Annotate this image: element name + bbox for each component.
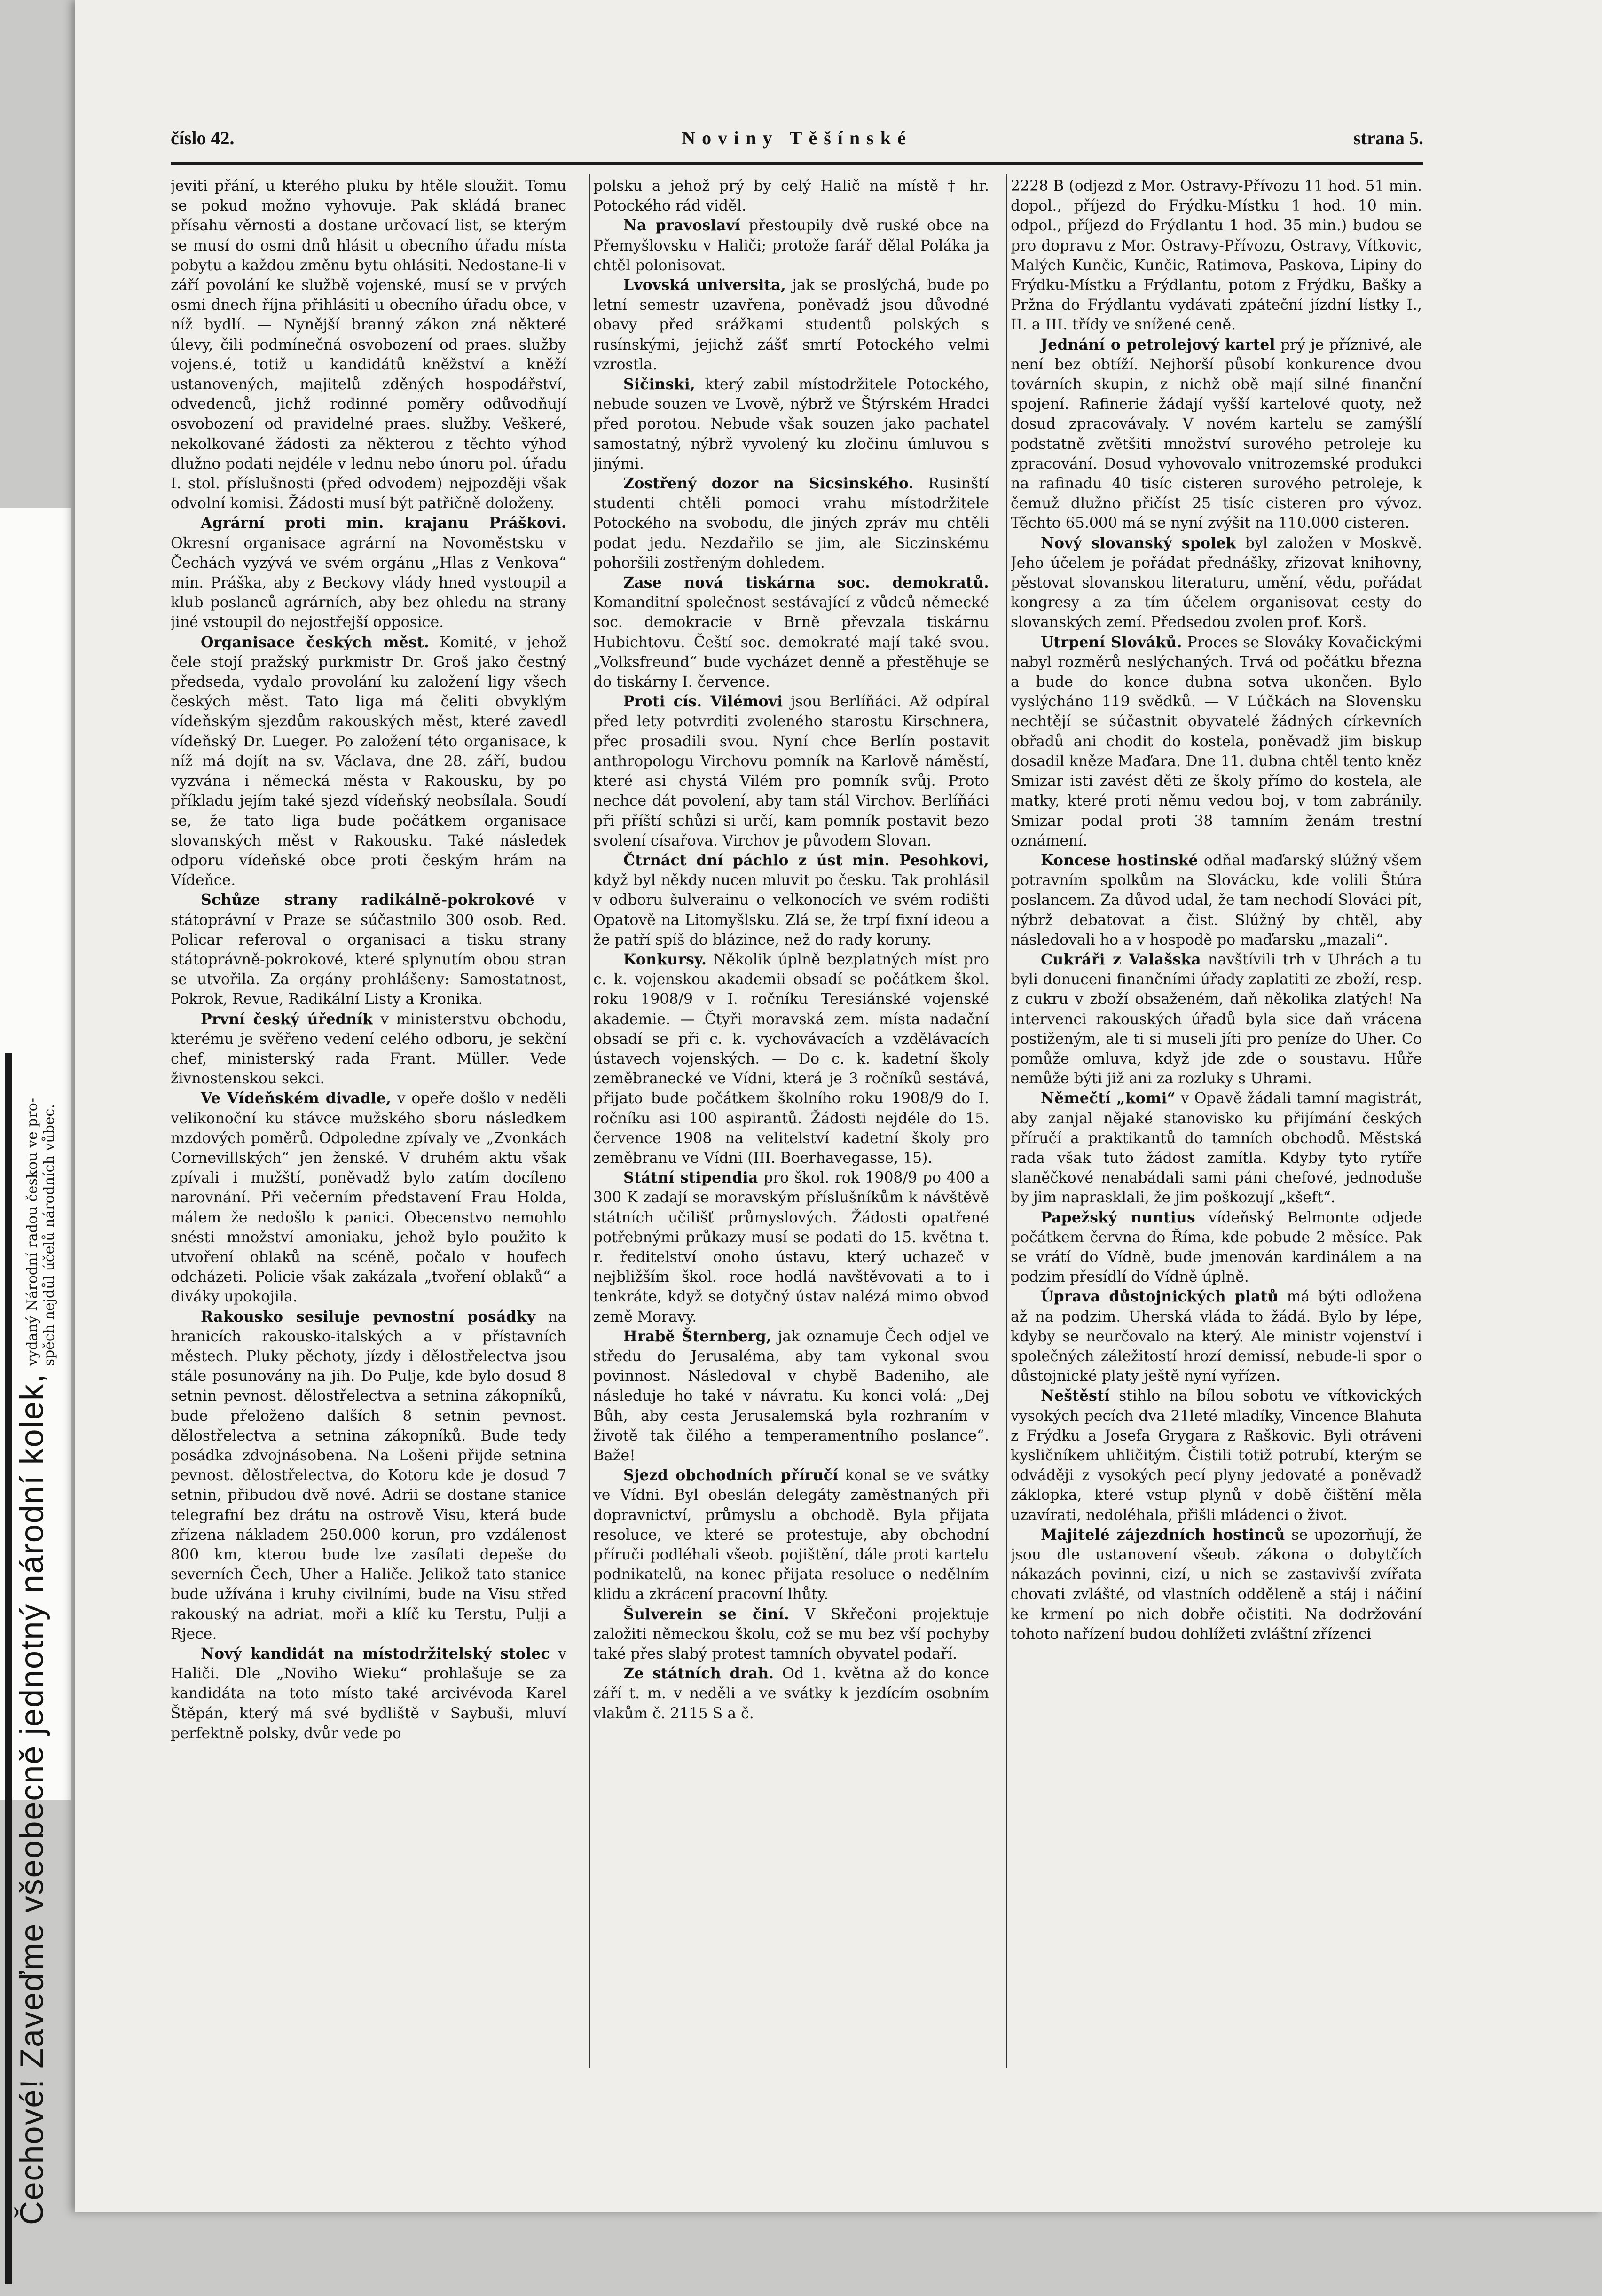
- article-text: Rusinští studenti chtěli pomoci vrahu místodržitele Potockého na svobodu, dle jiných zpráv mu chtěli podat jedu. Nezdařilo se jim, ale Siczinskému pohoršili zostřeným dohledem.: [593, 475, 989, 572]
- article-headline: Agrární proti min. krajanu Práškovi.: [201, 514, 566, 532]
- article-paragraph: [593, 851, 989, 950]
- article-headline: Neštěstí: [1041, 1387, 1110, 1405]
- article-paragraph: [593, 1327, 989, 1465]
- article-text: pro škol. rok 1908/9 po 400 a 300 K zadají se moravským příslušníkům k návštěvě státních učilišť průmyslových. Žádosti opatřené potřebnými průkazy musí se podati do 15. května t. r. ředitelství onoho ústavu, který uchazeč v nejbližším škol. roce hodlá navštěvovati a to i tenkráte, když se dotyčný ústav nalézá mimo obvod země Moravy.: [593, 1169, 989, 1325]
- article-paragraph: [171, 1089, 566, 1307]
- article-headline: Cukráři z Valašska: [1041, 950, 1201, 968]
- article-paragraph: [171, 890, 566, 1009]
- article-text: jak se proslýchá, bude po letní semestr uzavřena, poněvadž jsou důvodné obavy před srážkami studentů polských s rusínskými, jejichž zášť smrtí Potockého velmi vzrostla.: [593, 277, 989, 373]
- article-paragraph: [171, 633, 566, 891]
- article-headline: Šulverein se činí.: [623, 1605, 789, 1623]
- article-text: když byl někdy nucen mluvit po česku. Tak prohlásil v odboru šulverainu o velkonocích ve svém rodišti Opatově na Litomyšlsku. Zlá se, že trpí fixní ideou a že patří spíš do blázince, než do rady koruny.: [593, 872, 989, 948]
- article-headline: Konkursy.: [623, 950, 707, 968]
- page-number: strana 5.: [1353, 127, 1423, 149]
- article-text: má býti odložena až na podzim. Uherská vláda to žádá. Bylo by lépe, kdyby se neurčovalo na který. Ale ministr vojenství i společných záležitostí hrozí demissí, nebude-li spor o důstojnické platy ještě nyní vyřízen.: [1011, 1288, 1422, 1385]
- article-headline: Organisace českých měst.: [201, 633, 429, 651]
- article-text: byl založen v Moskvě. Jeho účelem je pořádat přednášky, zřizovat knihovny, pěstovat slovanskou literaturu, umění, vědu, pořádat kongresy a za tím účelem organisovat cesty do slovanských zemí. Předsedou zvolen prof. Korš.: [1011, 534, 1422, 631]
- article-paragraph: [171, 1644, 566, 1743]
- article-paragraph: [593, 216, 989, 275]
- article-text: Několik úplně bezplatných míst pro c. k. vojenskou akademii obsadí se počátkem škol. roku 1908/9 v I. ročníku Teresiánské vojenské akademie. — Čtyři moravská zem. místa nadační obsadí se při c. k. vychovávacích a vzdělávacích ústavech vojenských. — Do c. k. kadetní školy zeměbranecké ve Vídni, která je 3 ročníků sestává, přijato bude počátkem školního roku 1908/9 do I. ročníku asi 100 aspirantů. Žádosti nejdéle do 15. července 1908 na velitelství kadetní školy pro zeměbranu ve Vídni (III. Boerhavegasse, 15).: [593, 951, 989, 1167]
- newspaper-title: Noviny Těšínské: [682, 127, 912, 149]
- article-text: V Skřečoni projektuje založiti německou školu, což se mu bez vší pochyby také přes slabý protest tamních obyvatel podaří.: [593, 1606, 989, 1663]
- article-headline: Státní stipendia: [623, 1169, 758, 1187]
- side-banner: [0, 508, 71, 2225]
- side-banner-line-2: spěch nejdůl účelů národních vůbec.: [40, 1104, 57, 1366]
- article-column-2: [593, 176, 989, 2066]
- article-text: prý je příznivé, ale není bez obtíží. Nejhorší působí konkurence dvou továrních skupin, z nichž obě mají silné finanční spojení. Rafinerie žádají vyšší kartelové quoty, než dosud zpracovávaly. V novém kartelu se zamýšlí podstatně zvětšiti množství surového petroleje ku zpracování. Dosud vyhovovalo vnitrozemské produkci na rafinadu 40 tisíc cisteren surového petroleje, k čemuž dlužno přičíst 25 tisíc cisteren pro vývoz. Těchto 65.000 má se nyní zvýšit na 110.000 cisteren.: [1011, 336, 1422, 532]
- article-paragraph: [593, 1605, 989, 1664]
- header-rule: [171, 162, 1423, 165]
- article-text: na hranicích rakousko-italských a v přístavních městech. Pluky pěchoty, jízdy i dělostřelectva jsou stále posunovány na jih. Do Pulje, kde bylo dosud 8 setnin pevnost. dělostřelectva a setnina zákopníků, bude přeloženo dalších 8 setnin pevnost. dělostřelectva a setnina zákopníků. Bude tedy posádka zdvojnásobena. Na Lošeni přijde setnina pevnost. dělostřelectva, do Kotoru kde je dosud 7 setnin, přibudou dvě nové. Adrii se dostane stanice telegrafní bez drátu na ostrově Visu, která bude zřízena nákladem 250.000 korun, pro vzdálenost 800 km, kterou bude lze zasílati depeše do severních Čech, Uher a Haliče. Jelikož tato stanice bude užívána i kruhy civilními, bude na Visu střed rakouský na adriat. moři a klíč ku Terstu, Pulji a Rjece.: [171, 1308, 566, 1643]
- article-text: 2228 B (odjezd z Mor. Ostravy-Přívozu 11 hod. 51 min. dopol., příjezd do Frýdku-Místku 1 hod. 10 min. odpol., příjezd do Frýdlantu 1 hod. 35 min.) budou se pro dopravu z Mor. Ostravy-Přívozu, Ostravy, Vítkovic, Malých Kunčic, Kunčic, Ratimova, Paskova, Lipiny do Frýdku-Místku a Frýdlantu, potom z Frýdku, Bašky a Pržna do Frýdlantu vydávati zpáteční jízdní lístky I., II. a III. třídy ve snížené ceně.: [1011, 178, 1422, 334]
- article-paragraph: [1011, 176, 1422, 335]
- article-headline: Rakousko sesiluje pevnostní posádky: [201, 1308, 536, 1325]
- article-text: přestoupily dvě ruské obce na Přemyšlovsku v Haliči; protože farář dělal Poláka ja chtěl polonisovat.: [593, 217, 989, 274]
- article-headline: Nový kandidát na místodržitelský stolec: [201, 1645, 550, 1663]
- article-paragraph: [593, 375, 989, 474]
- article-headline: Utrpení Slováků.: [1041, 633, 1182, 651]
- article-text: polsku a jehož prý by celý Halič na místě † hr. Potockého rád viděl.: [593, 178, 989, 215]
- article-headline: Čtrnáct dní páchlo z úst min. Pesohkovi,: [623, 851, 989, 869]
- article-text: v Opavě žádali tamní magistrát, aby zanjal nějaké stanovisko ku přijímání českých příručí a praktikantů do tamních obchodů. Městská rada však tuto žádost zamítla. Kdyby tyto rytíře slaněčkové nenabádali sami páni chefové, jednoduše by jim naprasklali, že jim poškozují „kšeft“.: [1011, 1090, 1422, 1207]
- article-headline: Němečtí „komi“: [1041, 1089, 1176, 1107]
- article-text: se upozorňují, že jsou dle ustanovení všeob. zákona o dobytčích nákazách povinni, cizí, u nich se zastavivší zvířata chovati zvlášté, od vlastních odděleně a stáj i náčiní ke krmení po nich dobře očistiti. Na dodržování tohoto nařízení budou dohlížeti zvláštní zřízenci: [1011, 1526, 1422, 1643]
- article-paragraph: [593, 573, 989, 692]
- article-paragraph: [593, 1664, 989, 1724]
- article-text: v státoprávní v Praze se súčastnilo 300 osob. Red. Policar referoval o organisaci a tisku strany státoprávně-pokrokové, které splynutím obou stran se utvořila. Za orgány prohlášeny: Samostatnost, Pokrok, Revue, Radikální Listy a Kronika.: [171, 892, 566, 1008]
- article-paragraph: [1011, 335, 1422, 533]
- article-paragraph: [593, 1465, 989, 1604]
- article-text: který zabil místodržitele Potockého, nebude souzen ve Lvově, nýbrž ve Štýrském Hradci před porotou. Nebude však souzen jako pachatel samostatný, nýbrž vyvolený ku zločinu úmluvou s jinými.: [593, 376, 989, 472]
- column-divider-1: [589, 174, 590, 2068]
- article-paragraph: [1011, 633, 1422, 851]
- article-paragraph: [1011, 533, 1422, 633]
- article-paragraph: [593, 950, 989, 1168]
- article-paragraph: [593, 1168, 989, 1327]
- article-text: Od 1. května až do konce září t. m. v neděli a ve svátky k jezdícím osobním vlakům č. 2115 S a č.: [593, 1665, 989, 1722]
- article-headline: Úprava důstojnických platů: [1041, 1288, 1279, 1306]
- article-paragraph: [171, 176, 566, 513]
- article-text: Komité, v jehož čele stojí pražský purkmistr Dr. Groš jako čestný předseda, vydalo provolání ku založení ligy všech českých měst. Tato liga má čeliti obvyklým vídeňským sjezdům rakouských měst, které zavedl vídeňský Dr. Lueger. Po založení této organisace, k níž má dojít na sv. Václava, dne 28. září, budou vyzvána i německá města v Rakousku, by po příkladu jejím také sjezd vídeňský neobsílala. Soudí se, že tato liga bude počátkem organisace slovanských měst v Rakousku. Také následek odporu vídeňské obce proti českým hrám na Vídeňce.: [171, 634, 566, 889]
- article-text: jsou Berlíňáci. Až odpíral před lety potvrditi zvoleného starostu Kirschnera, přec prosadili svou. Nyní chce Berlín postavit anthropologu Virchovu pomník na Karlově náměstí, které asi chystá Vilém pro pomník svůj. Proto nechce dát povolení, aby tam stál Virchov. Berlíňáci při příští schůzi si určí, kam pomník postavit bezo svolení císařova. Virchov je původem Slovan.: [593, 693, 989, 849]
- article-text: v opeře došlo v neděli velikonoční ku stávce mužského sboru následkem mzdových poměrů. Odpoledne zpívaly ve „Zvonkách Cornevillských“ jen ženské. V druhém aktu však zpívali i mužští, poněvadž bylo zatím docíleno narovnání. Při večerním představení Frau Holda, málem že nedošlo k panici. Obecenstvo nemohlo snésti množství amoniaku, jehož bylo použito k utvoření oblaků na scéně, počalo v houfech odcházeti. Policie však zakázala „tvoření oblaků“ a diváky upokojila.: [171, 1090, 566, 1306]
- article-headline: Jednání o petrolejový kartel: [1041, 336, 1275, 353]
- article-paragraph: [171, 513, 566, 632]
- article-headline: Sjezd obchodních příručí: [623, 1466, 839, 1484]
- article-text: Komanditní společnost sestávající z vůdců německé soc. demokracie v Brně převzala tiskárnu Hubichtovu. Čeští soc. demokraté mají také svou. „Volksfreund“ bude vycházet denně a přestěhuje se do tiskárny I. července.: [593, 594, 989, 691]
- article-text: v ministerstvu obchodu, kterému je svěřeno vedení celého odboru, je sekční chef, ministerský rada Frant. Müller. Vede živnostenskou sekci.: [171, 1011, 566, 1088]
- article-headline: Majitelé zájezdních hostinců: [1041, 1526, 1285, 1544]
- article-headline: Proti cís. Vilémovi: [623, 693, 783, 711]
- side-banner-headline: Čechové! Zaveďme všeobecně jednotný národní kolek,: [13, 1373, 50, 2225]
- issue-number: číslo 42.: [171, 127, 235, 149]
- article-paragraph: [593, 692, 989, 851]
- article-paragraph: [171, 1307, 566, 1644]
- article-text: konal se ve svátky ve Vídni. Byl obeslán delegáty zaměstnaných při dopravnictví, průmyslu a obchodě. Byla přijata resoluce, ve které se protestuje, aby obchodní příruči podléhali všeob. pojištění, dále proti kartelu podnikatelů, na konec přijata resoluce o nedělním klidu a zkrácení pracovní lhůty.: [593, 1467, 989, 1603]
- side-banner-line-1: vydaný Národní radou českou ve pro-: [24, 1098, 40, 1366]
- article-paragraph: [1011, 950, 1422, 1089]
- article-text: Okresní organisace agrární na Novoměstsku v Čechách vyzývá ve svém orgánu „Hlas z Venkova“ min. Práška, aby z Beckovy vlády hned vystoupil a klub poslanců agrárních, aby bez ohledu na strany jiné vstoupil do nejostřejší opposice.: [171, 534, 566, 631]
- page-header: [171, 127, 1423, 155]
- article-text: vídeňský Belmonte odjede počátkem června do Říma, kde pobude 2 měsíce. Pak se vrátí do Vídně, bude jmenován kardinálem a na podzim přesídlí do Vídně úplně.: [1011, 1209, 1422, 1286]
- article-text: navštívili trh v Uhrách a tu byli donuceni finančními úřady zaplatiti ze zboží, resp. z cukru v zboží obsaženém, daň několika zlatých! Na intervenci rakouských úřadů byla sice daň vrácena postiženým, ale ti si museli jíti pro peníze do Uher. Co pomůže omluva, když jde zde o soustavu. Hůře nemůže býti již ani za rozluky s Uhrami.: [1011, 951, 1422, 1088]
- article-headline: Schůze strany radikálně-pokrokové: [201, 891, 534, 909]
- article-headline: První český úředník: [201, 1010, 373, 1028]
- article-column-1: [171, 176, 566, 2066]
- article-headline: Lvovská universita,: [623, 276, 786, 294]
- article-headline: Na pravoslaví: [623, 217, 741, 235]
- article-headline: Nový slovanský spolek: [1041, 534, 1236, 552]
- article-paragraph: [1011, 1208, 1422, 1287]
- article-paragraph: [1011, 1525, 1422, 1644]
- article-text: jeviti přání, u kterého pluku by htěle sloužit. Tomu se pokud možno vyhovuje. Pak skládá branec přísahu věrnosti a dostane určovací list, se kterým se musí do osmi dnů hlásit u obecního úřadu místa pobytu a každou změnu bytu ohlásiti. Nedostane-li v září povolání ke službě vojenské, musí se v prvých osmi dnech října přihlásiti u obecního úřadu obce, v níž bydlí. — Nynější branný zákon zná některé úlevy, čili podmínečná osvobození od praes. služby vojens.é, totiž u kandidátů kněžství a kněží ustanovených, majitelů zděných hospodářství, odvedenců, jichž rodinné poměry odůvodňují osvobození od pravidelné praes. služby. Veškeré, nekolkované žádosti za některou z těchto výhod dlužno podati nejdéle v lednu nebo únoru pol. úřadu I. stol. příslušnosti (před odvodem) nejpozději však odvolní komisi. Žádosti musí být patřičně doloženy.: [171, 178, 566, 512]
- article-paragraph: [1011, 851, 1422, 950]
- article-headline: Papežský nuntius: [1041, 1208, 1195, 1226]
- column-divider-2: [1006, 174, 1007, 2068]
- article-paragraph: [593, 275, 989, 375]
- side-banner-rule: [5, 1053, 12, 2284]
- article-headline: Hrabě Šternberg,: [623, 1327, 771, 1345]
- article-paragraph: [593, 474, 989, 573]
- article-headline: Koncese hostinské: [1041, 851, 1198, 869]
- article-column-3: [1011, 176, 1422, 2066]
- article-headline: Zase nová tiskárna soc. demokratů.: [623, 574, 989, 592]
- article-headline: Zostřený dozor na Sicsinského.: [623, 475, 914, 493]
- article-headline: Sičinski,: [623, 376, 696, 393]
- article-paragraph: [1011, 1386, 1422, 1525]
- article-text: Proces se Slováky Kovačickými nabyl rozměrů neslýchaných. Trvá od počátku března a bude do konce dubna sotva ukončen. Bylo vyslýcháno 119 svědků. — V Lúčkách na Slovensku nechtějí se súčastnit obyvatelé žádných církevních obřadů ani chodit do kostela, poněvadž jim biskup dosadil kněze Maďara. Dne 11. dubna chtěl tento kněz Smizar isti zavést děti ze školy přímo do kostela, ale matky, které proti němu vedou boj, v tom zabránily. Smizar podal proti 38 tamním ženám trestní oznámení.: [1011, 634, 1422, 849]
- article-text: v Haliči. Dle „Noviho Wieku“ prohlašuje se za kandidáta na toto místo také arcivévoda Karel Štěpán, který má své bydliště v Saybuši, mluví perfektně polsky, dvůr vede po: [171, 1646, 566, 1742]
- side-banner-text: [13, 1027, 58, 2296]
- article-text: jak oznamuje Čech odjel ve středu do Jerusaléma, aby tam vykonal svou povinnost. Následoval v chybě Badeniho, ale následuje ho také v návratu. Ku konci volá: „Dej Bůh, aby cesta Jerusalemská byla rozhraním v životě tak čilého a temperamentního poslance“. Baže!: [593, 1328, 989, 1464]
- article-paragraph: [593, 176, 989, 216]
- article-headline: Ze státních drah.: [623, 1665, 774, 1683]
- article-text: stihlo na bílou sobotu ve vítkovických vysokých pecích dva 21leté mladíky, Vincence Blahuta z Frýdku a Josefa Grygara z Raškovic. Byli otráveni kysličníkem uhličitým. Čistili totiž potrubí, kterým se odváději z vysokých pecí plyny jedovaté a poněvadž záklopka, které vstup plynů v době čištění měla uzavírati, nedoléhala, přišli mládenci o život.: [1011, 1387, 1422, 1524]
- article-paragraph: [1011, 1089, 1422, 1207]
- article-headline: Ve Vídeňském divadle,: [201, 1089, 392, 1107]
- article-paragraph: [171, 1010, 566, 1089]
- article-text: odňal maďarský slúžný všem potravním spolkům na Slovácku, kde volili Štúra poslancem. Za důvod udal, že tam nechodí Slováci pít, nýbrž debatovat a čist. Slúžný by chtěl, aby následovali ho a v hospodě po maďarsku „mazali“.: [1011, 852, 1422, 948]
- article-paragraph: [1011, 1287, 1422, 1386]
